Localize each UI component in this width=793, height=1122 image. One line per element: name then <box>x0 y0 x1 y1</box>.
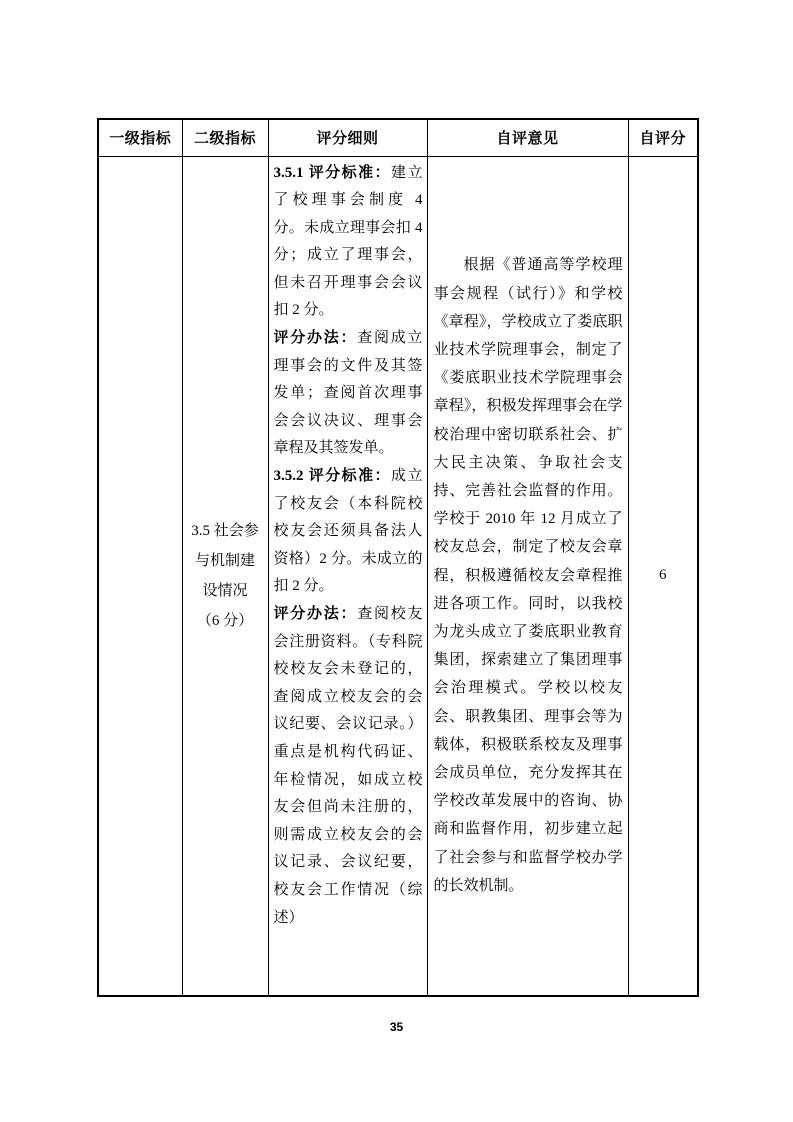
cell-self-score: 6 <box>628 156 698 996</box>
rule-lead: 3.5.2 评分标准： <box>273 468 392 485</box>
rule-text: 成立了校友会（本科院校校友会还须具备法人资格）2 分。未成立的扣 2 分。 <box>273 468 423 595</box>
cell-scoring-rules <box>268 156 427 996</box>
rule-paragraph <box>274 325 423 463</box>
rule-paragraph <box>274 601 423 932</box>
cell-level1-indicator <box>98 156 182 996</box>
rule-lead: 评分办法： <box>273 330 358 347</box>
level2-line: （6 分） <box>196 612 254 629</box>
rule-paragraph <box>274 463 423 601</box>
evaluation-table <box>97 118 699 997</box>
cell-self-evaluation <box>427 156 628 996</box>
rule-text: 查阅成立理事会的文件及其签发单；查阅首次理事会会议决议、理事会章程及其签发单。 <box>273 330 423 457</box>
level2-line: 与机制建 <box>194 552 255 569</box>
table-header-row <box>98 119 698 156</box>
rule-lead: 评分办法： <box>273 606 358 622</box>
page-number: 35 <box>389 1020 404 1034</box>
rule-lead: 3.5.1 评分标准： <box>273 164 392 181</box>
level2-line: 设情况 <box>202 582 248 599</box>
level2-line: 3.5 社会参 <box>191 522 259 539</box>
header-level1-indicator: 一级指标 <box>98 119 182 156</box>
table-row <box>98 156 698 996</box>
header-self-score: 自评分 <box>628 119 698 156</box>
rule-paragraph <box>274 160 423 326</box>
cell-level2-indicator <box>182 156 268 996</box>
header-scoring-rules: 评分细则 <box>268 119 427 156</box>
rule-text: 建立了校理事会制度 4 分。未成立理事会扣 4 分；成立了理事会，但未召开理事会会议扣 2 分。 <box>273 164 423 319</box>
header-self-evaluation: 自评意见 <box>427 119 628 156</box>
rule-text: 查阅校友会注册资料。（专科院校校友会未登记的，查阅成立校友会的会议纪要、会议记录。）重点是机构代码证、年检情况，如成立校友会但尚未注册的，则需成立校友会的会议记录、会议纪要，校友会工作情况（综述） <box>273 606 423 926</box>
header-level2-indicator: 二级指标 <box>182 119 268 156</box>
self-evaluation-paragraph: 根据《普通高等学校理事会规程（试行）》和学校《章程》，学校成立了娄底职业技术学院理事会，制定了《娄底职业技术学院理事会章程》，积极发挥理事会在学校治理中密切联系社会、扩大民主决策、争取社会支持、完善社会监督的作用。学校于 2010 年 12 月成立了校友总会，制定了校友会章程，积极遵循校友会章程推进各项工作。同时，以我校为龙头成立了娄底职业教育集团，探索建立了集团理事会治理模式。学校以校友会、职教集团、理事会等为载体，积极联系校友及理事会成员单位，充分发挥其在学校改革发展中的咨询、协商和监督作用，初步建立起了社会参与和监督学校办学的长效机制。 <box>433 257 623 894</box>
